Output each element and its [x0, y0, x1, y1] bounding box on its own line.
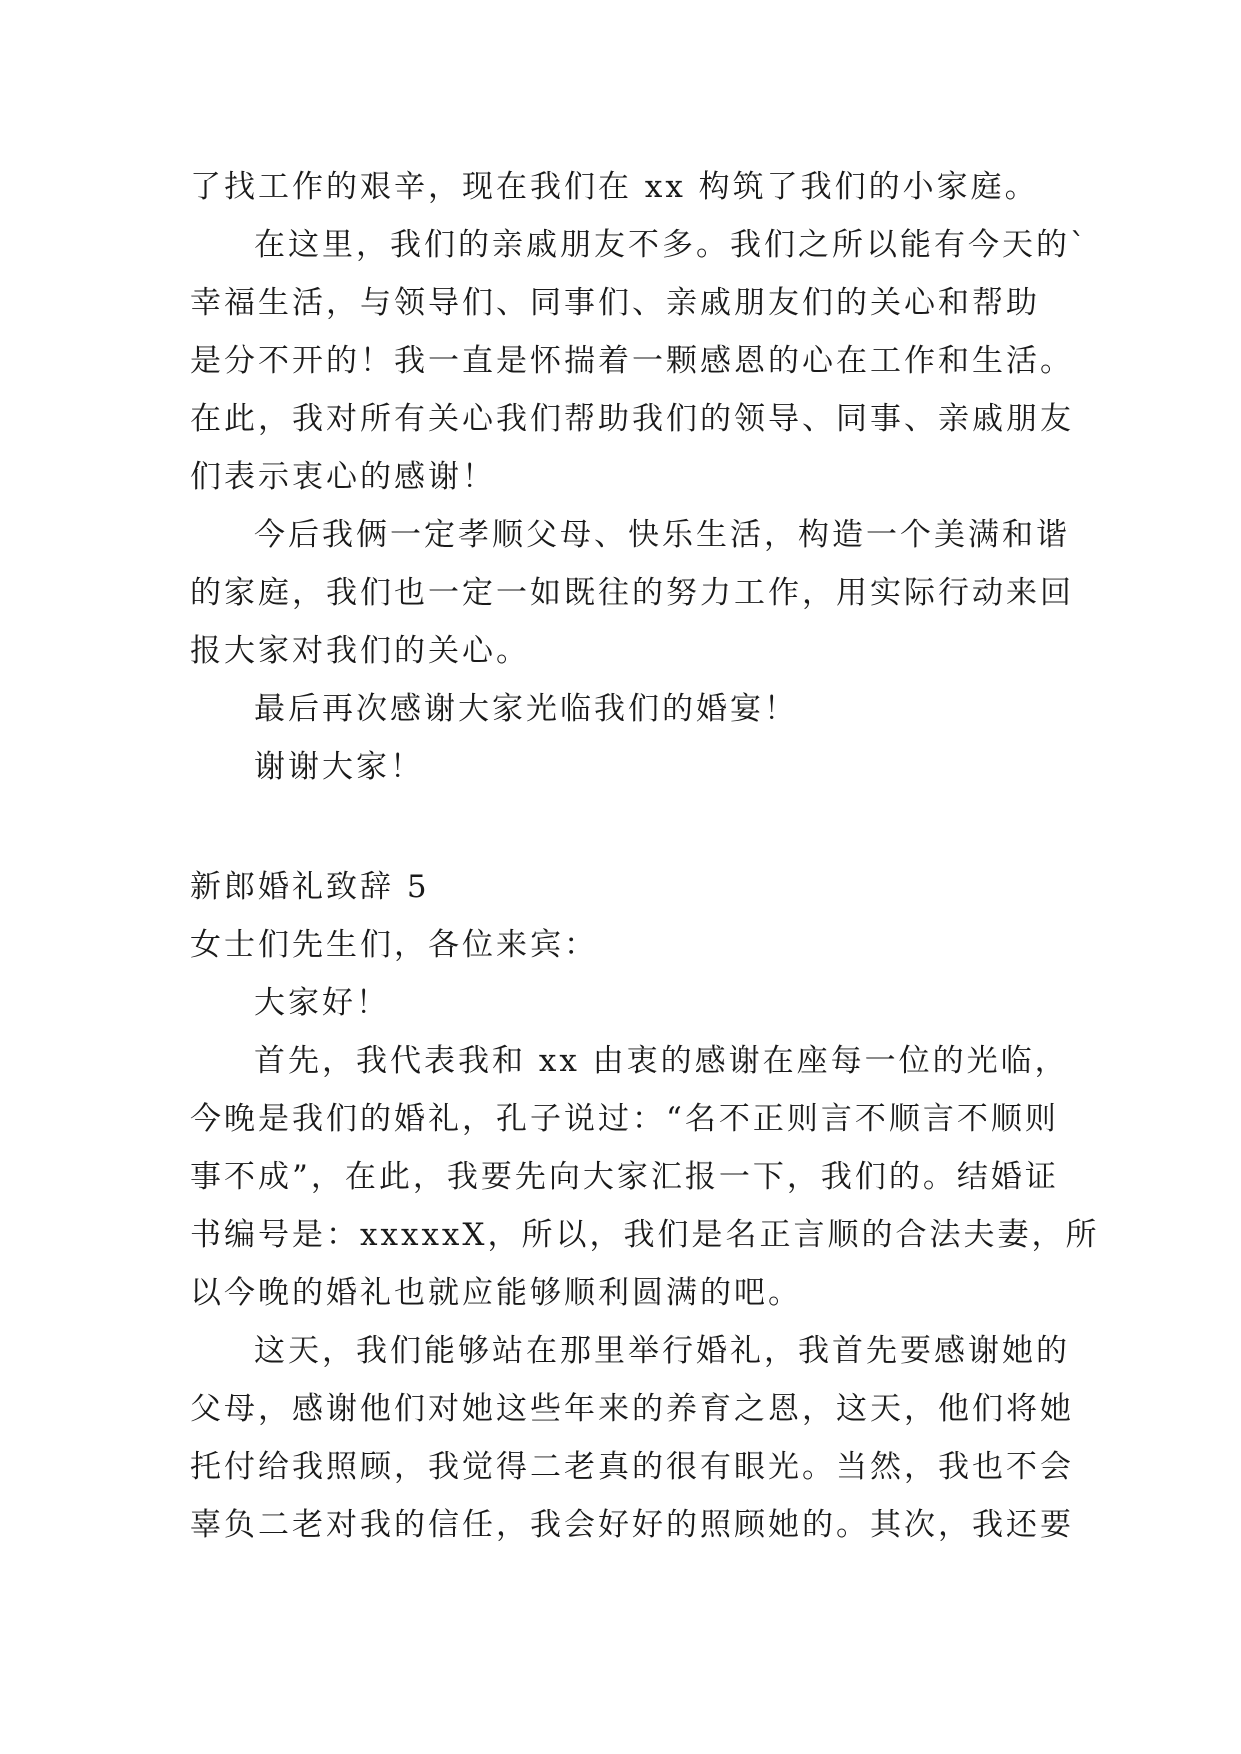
text-line: 幸福生活，与领导们、同事们、亲戚朋友们的关心和帮助: [190, 285, 1040, 321]
salutation-line: 女士们先生们，各位来宾：: [190, 927, 598, 963]
paragraph-start-line: 最后再次感谢大家光临我们的婚宴！: [254, 691, 798, 727]
paragraph-start-line: 这天，我们能够站在那里举行婚礼，我首先要感谢她的: [254, 1333, 1070, 1369]
section-gap: [190, 796, 1070, 858]
text-line: 们表示衷心的感谢！: [190, 459, 496, 495]
text-line: 了找工作的艰辛，现在我们在 xx 构筑了我们的小家庭。: [190, 169, 1039, 205]
text-line: 今晚是我们的婚礼，孔子说过：“名不正则言不顺言不顺则: [190, 1101, 1059, 1137]
paragraph-start-line: 今后我俩一定孝顺父母、快乐生活，构造一个美满和谐: [254, 517, 1070, 553]
text-line: 以今晚的婚礼也就应能够顺利圆满的吧。: [190, 1275, 802, 1311]
paragraph-start-line: 在这里，我们的亲戚朋友不多。我们之所以能有今天的`: [254, 227, 1089, 263]
text-line: 是分不开的！我一直是怀揣着一颗感恩的心在工作和生活。: [190, 343, 1074, 379]
text-line: 在此，我对所有关心我们帮助我们的领导、同事、亲戚朋友: [190, 401, 1074, 437]
text-line: 辜负二老对我的信任，我会好好的照顾她的。其次，我还要: [190, 1507, 1074, 1543]
text-line: 的家庭，我们也一定一如既往的努力工作，用实际行动来回: [190, 575, 1074, 611]
paragraph-start-line: 谢谢大家！: [254, 749, 424, 785]
text-line: 事不成”，在此，我要先向大家汇报一下，我们的。结婚证: [190, 1159, 1059, 1195]
text-line: 父母，感谢他们对她这些年来的养育之恩，这天，他们将她: [190, 1391, 1074, 1427]
paragraph-start-line: 首先，我代表我和 xx 由衷的感谢在座每一位的光临，: [254, 1043, 1069, 1079]
text-line: 书编号是：xxxxxX，所以，我们是名正言顺的合法夫妻，所: [190, 1217, 1100, 1253]
text-line: 托付给我照顾，我觉得二老真的很有眼光。当然，我也不会: [190, 1449, 1074, 1485]
document-body: [190, 158, 1100, 1554]
paragraph-start-line: 大家好！: [254, 985, 390, 1021]
text-line: 报大家对我们的关心。: [190, 633, 530, 669]
section-title: 新郎婚礼致辞 5: [190, 869, 430, 905]
